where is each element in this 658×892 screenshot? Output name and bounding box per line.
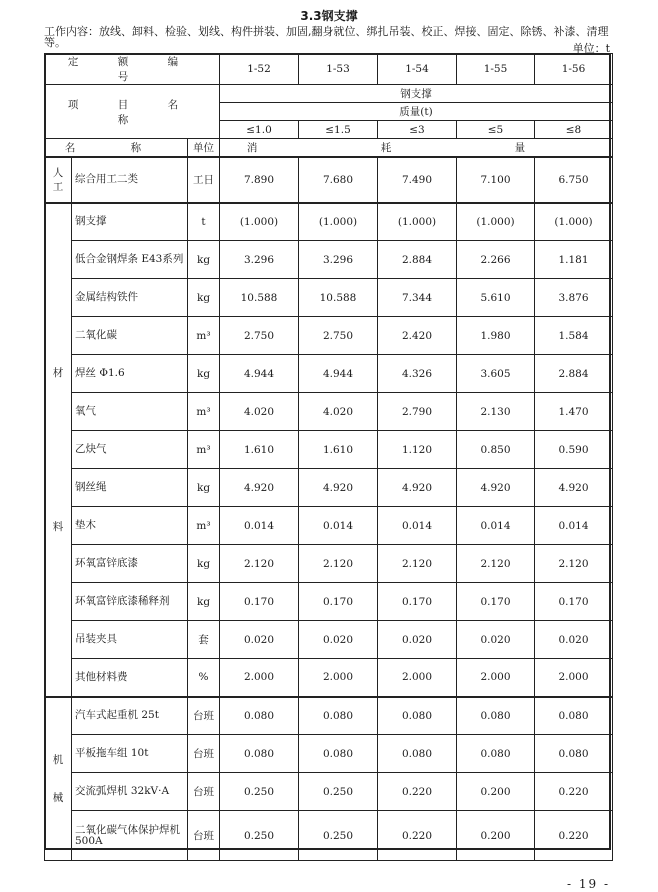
consumption-value: 1.181 <box>535 241 613 279</box>
consumption-value: 0.080 <box>299 735 378 773</box>
table-row <box>45 431 613 469</box>
consumption-value: 0.080 <box>535 697 613 735</box>
quota-code: 1-53 <box>299 54 378 85</box>
table-row <box>45 317 613 355</box>
name-column-label: 名 称 <box>45 139 188 157</box>
item-unit: 台班 <box>188 735 220 773</box>
item-unit: kg <box>188 241 220 279</box>
consumption-value: 2.000 <box>378 659 457 697</box>
item-name: 二氧化碳气体保护焊机 500A <box>72 811 188 861</box>
consumption-value: 0.250 <box>220 773 299 811</box>
item-unit: 工日 <box>188 157 220 203</box>
item-name: 钢丝绳 <box>72 469 188 507</box>
item-name: 环氧富锌底漆 <box>72 545 188 583</box>
quota-code: 1-55 <box>457 54 535 85</box>
consumption-value: 0.200 <box>457 811 535 861</box>
consumption-value: 2.884 <box>378 241 457 279</box>
table-row <box>45 735 613 773</box>
consumption-value: 0.220 <box>378 811 457 861</box>
consumption-value: 10.588 <box>299 279 378 317</box>
consumption-value: 2.000 <box>457 659 535 697</box>
consumption-value: 4.920 <box>299 469 378 507</box>
consumption-value: 1.584 <box>535 317 613 355</box>
item-unit: t <box>188 203 220 241</box>
consumption-value: 0.014 <box>299 507 378 545</box>
consumption-value: 0.200 <box>457 773 535 811</box>
table-row <box>45 157 613 203</box>
consumption-value: 2.884 <box>535 355 613 393</box>
range-header: ≤8 <box>535 121 613 139</box>
consumption-value: 0.020 <box>299 621 378 659</box>
item-unit: m³ <box>188 393 220 431</box>
consumption-value: 2.750 <box>220 317 299 355</box>
item-name-label: 项 目 名 称 <box>45 85 220 139</box>
consumption-value: 0.020 <box>220 621 299 659</box>
item-name: 金属结构铁件 <box>72 279 188 317</box>
table-row <box>45 545 613 583</box>
item-name: 其他材料费 <box>72 659 188 697</box>
item-unit: kg <box>188 583 220 621</box>
consumption-value: 2.266 <box>457 241 535 279</box>
consumption-value: 4.920 <box>220 469 299 507</box>
consumption-value: 0.014 <box>535 507 613 545</box>
quota-code: 1-52 <box>220 54 299 85</box>
consumption-value: 1.980 <box>457 317 535 355</box>
consumption-value: 4.920 <box>457 469 535 507</box>
consumption-value: 0.170 <box>378 583 457 621</box>
consumption-value: 0.220 <box>378 773 457 811</box>
consumption-value: 0.250 <box>220 811 299 861</box>
item-unit: m³ <box>188 431 220 469</box>
item-name: 综合用工二类 <box>72 157 188 203</box>
consumption-value: 0.080 <box>220 697 299 735</box>
consumption-value: 0.020 <box>378 621 457 659</box>
subgroup-header: 质量(t) <box>220 103 613 121</box>
table-row <box>45 659 613 697</box>
consumption-value: 4.944 <box>220 355 299 393</box>
page-number: - 19 - <box>566 877 610 891</box>
consumption-value: (1.000) <box>535 203 613 241</box>
item-name: 交流弧焊机 32kV·A <box>72 773 188 811</box>
item-unit: m³ <box>188 507 220 545</box>
item-unit: % <box>188 659 220 697</box>
item-name: 钢支撑 <box>72 203 188 241</box>
work-content: 工作内容：放线、卸料、检验、划线、构件拼装、加固,翻身就位、绑扎吊装、校正、焊接、固定、除锈、补漆、清理等。 <box>44 25 609 49</box>
consumption-value: 10.588 <box>220 279 299 317</box>
table-row <box>45 279 613 317</box>
consumption-value: 0.250 <box>299 811 378 861</box>
item-name: 焊丝 Φ1.6 <box>72 355 188 393</box>
group-header: 钢支撑 <box>220 85 613 103</box>
quota-code-label: 定 额 编 号 <box>45 54 220 85</box>
item-name: 平板拖车组 10t <box>72 735 188 773</box>
unit-column-label: 单位 <box>188 139 220 157</box>
consumption-value: 7.344 <box>378 279 457 317</box>
item-name: 氧气 <box>72 393 188 431</box>
consumption-value: 4.920 <box>535 469 613 507</box>
item-unit: 台班 <box>188 811 220 861</box>
table-row <box>45 355 613 393</box>
consumption-value: 2.120 <box>535 545 613 583</box>
item-unit: kg <box>188 279 220 317</box>
category-cell: 机 械 <box>45 697 72 861</box>
table-row <box>45 393 613 431</box>
consumption-value: 2.790 <box>378 393 457 431</box>
consumption-value: 0.850 <box>457 431 535 469</box>
consumption-value: 1.120 <box>378 431 457 469</box>
table-row <box>45 583 613 621</box>
consumption-value: 0.170 <box>220 583 299 621</box>
table-row <box>45 811 613 861</box>
consumption-value: 0.014 <box>378 507 457 545</box>
consumption-value: 2.000 <box>535 659 613 697</box>
consumption-value: 2.000 <box>220 659 299 697</box>
table-row <box>45 241 613 279</box>
category-cell: 人 工 <box>45 157 72 203</box>
consumption-value: 2.750 <box>299 317 378 355</box>
consumption-value: 7.890 <box>220 157 299 203</box>
item-name: 汽车式起重机 25t <box>72 697 188 735</box>
table-row <box>45 697 613 735</box>
consumption-value: (1.000) <box>220 203 299 241</box>
consumption-value: 0.080 <box>535 735 613 773</box>
consumption-value: 0.170 <box>457 583 535 621</box>
consumption-value: (1.000) <box>457 203 535 241</box>
item-unit: 台班 <box>188 697 220 735</box>
consumption-value: 2.120 <box>457 545 535 583</box>
consumption-value: 3.605 <box>457 355 535 393</box>
consumption-value: 5.610 <box>457 279 535 317</box>
table-row <box>45 507 613 545</box>
item-name: 二氧化碳 <box>72 317 188 355</box>
consumption-value: 0.020 <box>457 621 535 659</box>
consumption-value: 0.080 <box>299 697 378 735</box>
consumption-value: 0.080 <box>457 697 535 735</box>
consumption-value: (1.000) <box>378 203 457 241</box>
consumption-value: 6.750 <box>535 157 613 203</box>
consumption-value: 0.020 <box>535 621 613 659</box>
consumption-value: 0.590 <box>535 431 613 469</box>
consumption-value: 1.610 <box>299 431 378 469</box>
range-header: ≤5 <box>457 121 535 139</box>
consumption-value: 7.680 <box>299 157 378 203</box>
consumption-value: 2.120 <box>299 545 378 583</box>
item-name: 环氧富锌底漆稀释剂 <box>72 583 188 621</box>
consumption-value: 0.170 <box>299 583 378 621</box>
consumption-value: 4.020 <box>299 393 378 431</box>
consumption-value: 3.296 <box>220 241 299 279</box>
item-unit: kg <box>188 355 220 393</box>
consumption-value: 0.220 <box>535 811 613 861</box>
page-title: 3.3钢支撑 <box>300 9 358 23</box>
unit-line: 单位：t <box>572 42 610 55</box>
consumption-value: 0.220 <box>535 773 613 811</box>
item-unit: kg <box>188 545 220 583</box>
consumption-value: 1.610 <box>220 431 299 469</box>
quota-code: 1-54 <box>378 54 457 85</box>
consumption-value: 2.120 <box>220 545 299 583</box>
item-unit: 套 <box>188 621 220 659</box>
consumption-value: 0.014 <box>457 507 535 545</box>
consumption-value: 0.080 <box>220 735 299 773</box>
table-row <box>45 203 613 241</box>
table-row <box>45 621 613 659</box>
consumption-value: 4.920 <box>378 469 457 507</box>
consumption-value: 2.130 <box>457 393 535 431</box>
item-unit: 台班 <box>188 773 220 811</box>
consumption-value: 0.080 <box>457 735 535 773</box>
consumption-value: 2.000 <box>299 659 378 697</box>
consumption-value: 2.420 <box>378 317 457 355</box>
item-name: 垫木 <box>72 507 188 545</box>
item-name: 乙炔气 <box>72 431 188 469</box>
range-header: ≤1.0 <box>220 121 299 139</box>
item-unit: m³ <box>188 317 220 355</box>
consumption-value: 7.100 <box>457 157 535 203</box>
table-row <box>45 773 613 811</box>
range-header: ≤1.5 <box>299 121 378 139</box>
consumption-value: 3.876 <box>535 279 613 317</box>
consumption-value: 0.014 <box>220 507 299 545</box>
consumption-value: 0.250 <box>299 773 378 811</box>
consumption-value: 4.326 <box>378 355 457 393</box>
consumption-value: 0.080 <box>378 697 457 735</box>
consumption-label: 消 耗 量 <box>220 139 613 157</box>
consumption-value: 3.296 <box>299 241 378 279</box>
range-header: ≤3 <box>378 121 457 139</box>
category-cell: 材 料 <box>45 203 72 697</box>
item-unit: kg <box>188 469 220 507</box>
consumption-value: (1.000) <box>299 203 378 241</box>
consumption-value: 4.020 <box>220 393 299 431</box>
item-name: 低合金钢焊条 E43系列 <box>72 241 188 279</box>
item-name: 吊装夹具 <box>72 621 188 659</box>
consumption-value: 4.944 <box>299 355 378 393</box>
consumption-value: 7.490 <box>378 157 457 203</box>
quota-table <box>44 53 613 861</box>
consumption-value: 2.120 <box>378 545 457 583</box>
consumption-value: 1.470 <box>535 393 613 431</box>
quota-code: 1-56 <box>535 54 613 85</box>
consumption-value: 0.170 <box>535 583 613 621</box>
table-row <box>45 469 613 507</box>
consumption-value: 0.080 <box>378 735 457 773</box>
